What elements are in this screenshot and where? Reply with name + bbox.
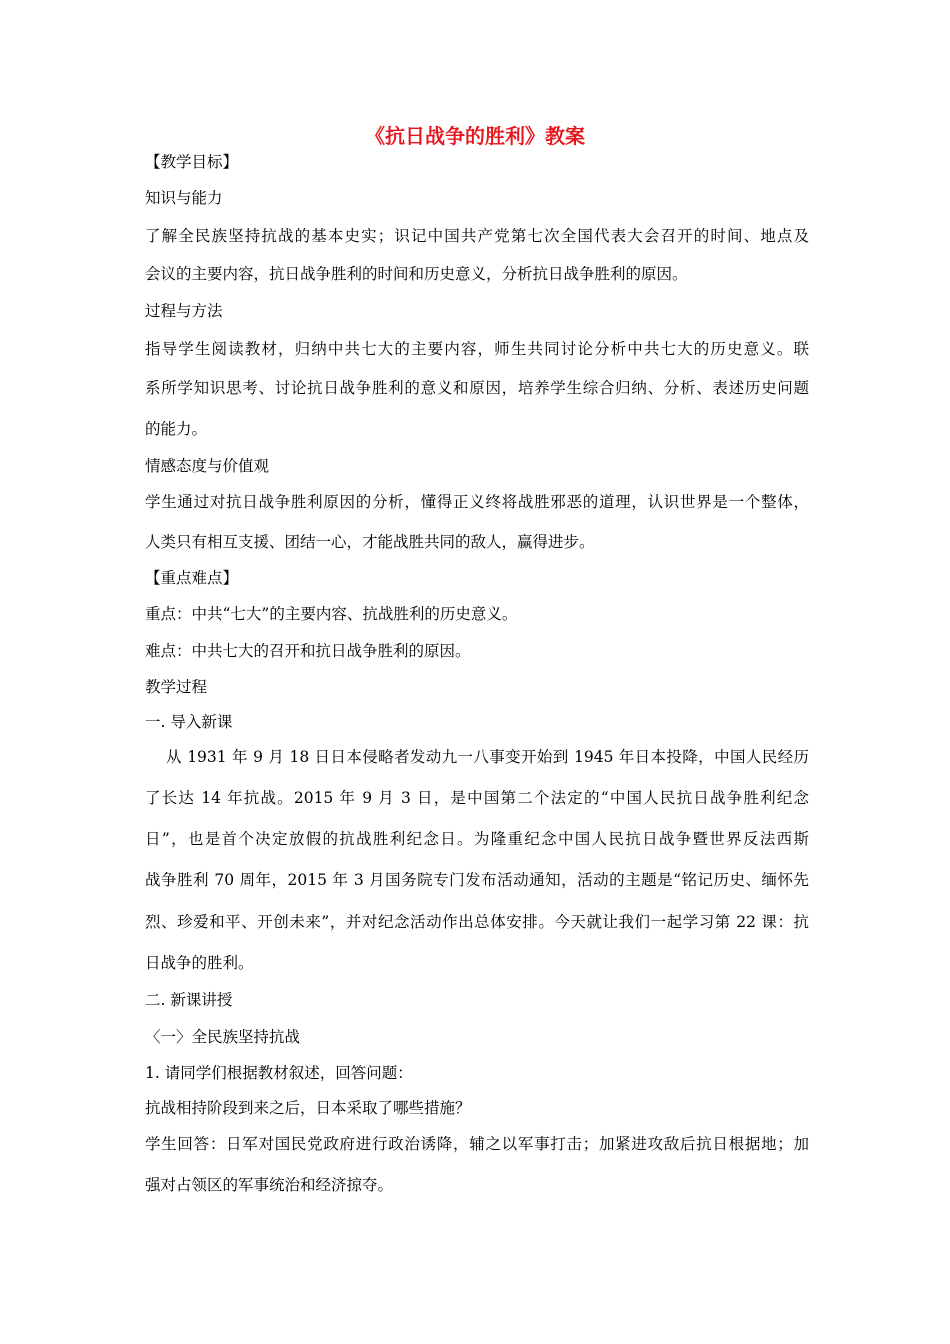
- difficulty-line: 难点：中共七大的召开和抗日战争胜利的原因。: [145, 642, 471, 660]
- paragraph-line: 战争胜利 70 周年，2015 年 3 月国务院专门发布活动通知，活动的主题是“铭记历史、缅怀先: [145, 871, 809, 889]
- question-line: 1. 请同学们根据教材叙述，回答问题：: [145, 1064, 413, 1082]
- subheading-resistance: 〈一〉全民族坚持抗战: [145, 1028, 301, 1046]
- paragraph-line: 日战争的胜利。: [145, 954, 254, 972]
- section-heading-process: 教学过程: [145, 678, 208, 696]
- key-point-line: 重点：中共“七大”的主要内容、抗战胜利的历史意义。: [145, 605, 518, 623]
- answer-line: 学生回答：日军对国民党政府进行政治诱降，辅之以军事打击；加紧进攻敌后抗日根据地；加: [145, 1135, 809, 1153]
- paragraph-line: 日”，也是首个决定放假的抗战胜利纪念日。为隆重纪念中国人民抗日战争暨世界反法西斯: [145, 830, 809, 848]
- section-heading-key-points: 【重点难点】: [145, 569, 239, 587]
- document-title: 《抗日战争的胜利》教案: [365, 124, 585, 148]
- subheading-process: 过程与方法: [145, 302, 223, 320]
- answer-line: 强对占领区的军事统治和经济掠夺。: [145, 1176, 394, 1194]
- section-heading-objectives: 【教学目标】: [145, 153, 239, 171]
- paragraph-line: 会议的主要内容，抗日战争胜利的时间和历史意义，分析抗日战争胜利的原因。: [145, 265, 688, 283]
- paragraph-line: 的能力。: [145, 420, 208, 438]
- subheading-values: 情感态度与价值观: [145, 457, 270, 475]
- paragraph-line: 了解全民族坚持抗战的基本史实；识记中国共产党第七次全国代表大会召开的时间、地点及: [145, 227, 809, 245]
- paragraph-line: 人类只有相互支援、团结一心，才能战胜共同的敌人，赢得进步。: [145, 533, 595, 551]
- question-line: 抗战相持阶段到来之后，日本采取了哪些措施？: [145, 1099, 471, 1117]
- paragraph-line: 从 1931 年 9 月 18 日日本侵略者发动九一八事变开始到 1945 年日本投降，中国人民经历: [166, 748, 809, 766]
- subheading-new-lesson: 二. 新课讲授: [145, 991, 233, 1009]
- paragraph-line: 烈、珍爱和平、开创未来”，并对纪念活动作出总体安排。今天就让我们一起学习第 22 课：抗: [145, 913, 809, 931]
- subheading-knowledge: 知识与能力: [145, 189, 223, 207]
- paragraph-line: 系所学知识思考、讨论抗日战争胜利的意义和原因，培养学生综合归纳、分析、表述历史问题: [145, 379, 809, 397]
- paragraph-line: 了长达 14 年抗战。2015 年 9 月 3 日，是中国第二个法定的“中国人民抗日战争胜利纪念: [145, 789, 809, 807]
- subheading-intro: 一. 导入新课: [145, 713, 233, 731]
- paragraph-line: 指导学生阅读教材，归纳中共七大的主要内容，师生共同讨论分析中共七大的历史意义。联: [145, 340, 809, 358]
- paragraph-line: 学生通过对抗日战争胜利原因的分析，懂得正义终将战胜邪恶的道理，认识世界是一个整体，: [145, 493, 809, 511]
